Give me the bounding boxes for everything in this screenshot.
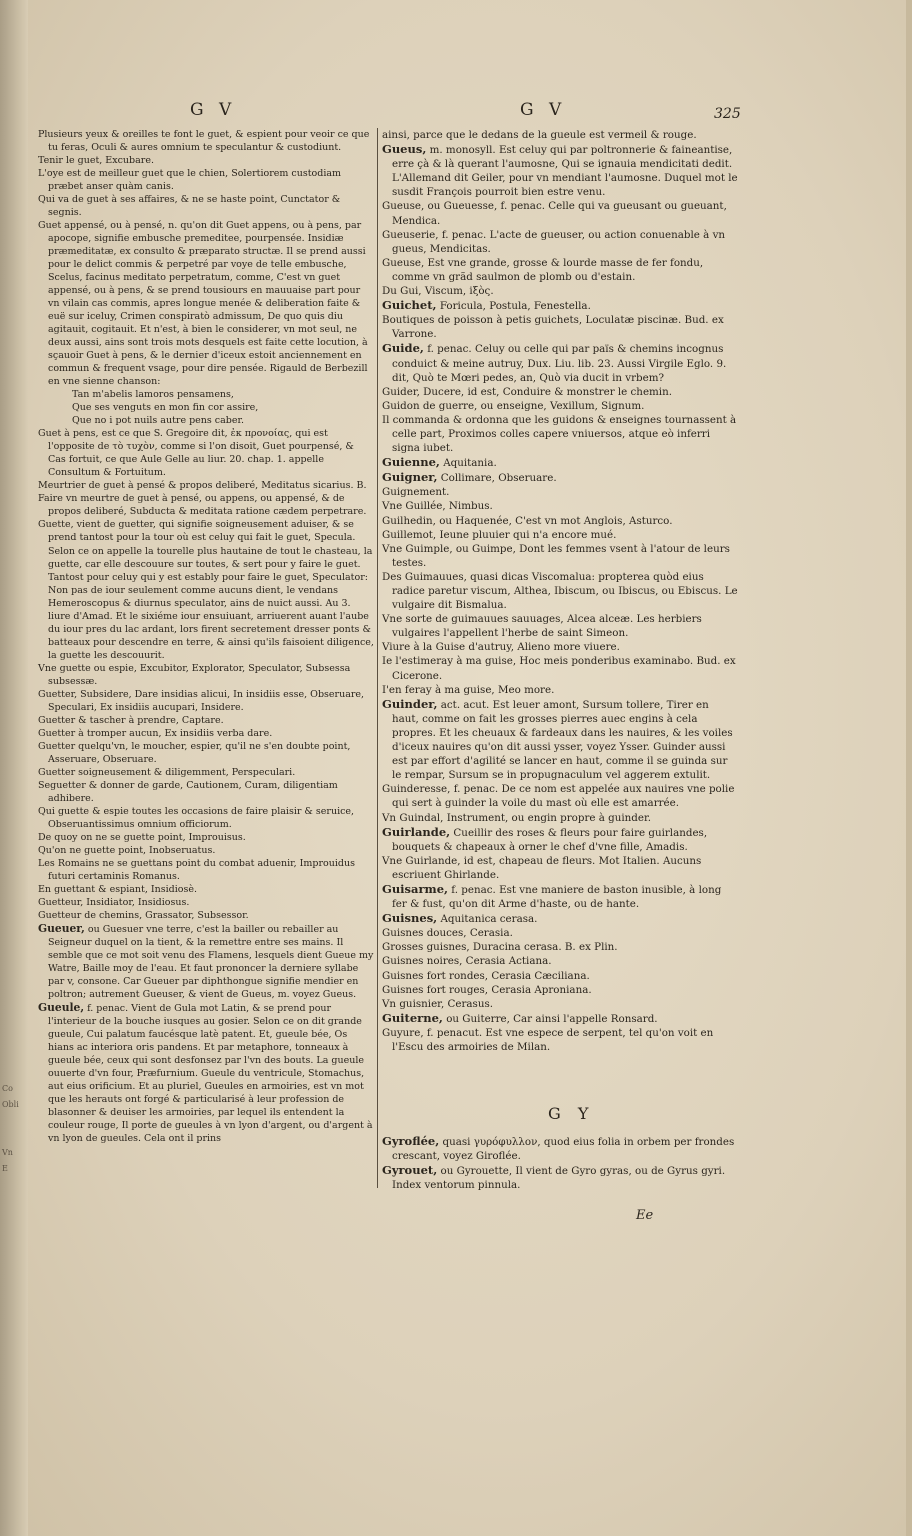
dictionary-entry	[38, 414, 374, 427]
entry-headword: Guisnes,	[382, 911, 438, 926]
entry-text: Guyure, f. penacut. Est vne espece de serpent, tel qu'on voit en l'Escu des armoiries de Milan.	[382, 1026, 714, 1053]
entry-headword: Gueus,	[382, 142, 427, 157]
page-number: 325	[714, 106, 741, 122]
dictionary-entry	[382, 825, 738, 854]
dictionary-entry	[382, 385, 738, 399]
section-entries	[382, 1134, 738, 1192]
entry-text: I'en feray à ma guise, Meo more.	[382, 683, 555, 696]
dictionary-entry	[382, 341, 738, 384]
entry-text: Guetteur de chemins, Grassator, Subsessor.	[38, 909, 249, 921]
dictionary-entry	[382, 854, 738, 882]
dictionary-entry	[38, 766, 374, 779]
entry-text: Vne Guirlande, id est, chapeau de fleurs. Mot Italien. Aucuns escriuent Ghirlande.	[382, 854, 702, 881]
entry-text: Du Gui, Viscum, iξὸς.	[382, 285, 494, 298]
dictionary-entry	[382, 284, 738, 298]
entry-text: Gueuse, ou Gueuesse, f. penac. Celle qui va gueusant ou gueuant, Mendica.	[382, 200, 727, 227]
entry-text: f. penac. Vient de Gula mot Latin, & se prend pour l'interieur de la bouche iusques au gosier. Selon ce on dit grande gueule, Cui palatum faucésque latè patent. Et, gueule bée, Os hians ac interiora oris pandens. Et par metaphore, tonneaux à gueule bée, ceux qui sont desfonsez par l'vn des bouts. La gueule ouuerte d'vn four, Præfurnium. Gueule du ventricule, Stomachus, aut eius orificium. Et au pluriel, Gueules en armoiries, est vn mot que les herauts ont forgé & particularisé à leur profession de blasonner & deuiser les armoiries, par lequel ils entendent la couleur rouge, Il porte de gueules à vn lyon d'argent, ou d'argent à vn lyon de gueules. Cela ont il prins	[48, 1003, 373, 1145]
dictionary-entry	[382, 228, 738, 256]
entry-text: quasi γυρόφυλλον, quod eius folia in orbem per frondes crescant, voyez Giroflée.	[392, 1136, 735, 1163]
entry-headword: Guirlande,	[382, 824, 451, 839]
dictionary-entry	[38, 714, 374, 727]
entry-text: Guisnes douces, Cerasia.	[382, 927, 513, 940]
entry-text: Boutiques de poisson à petis guichets, Loculatæ piscinæ. Bud. ex Varrone.	[382, 314, 724, 341]
entry-text: ou Guesuer vne terre, c'est la bailler ou rebailler au Seigneur duquel on la tient, & la remettre entre ses mains. Il semble que ce mot soit venu des Flamens, lesquels dient Gueue my Watre, Baille moy de l'eau. Et faut prononcer la derniere syllabe par v, consone. Car Gueuer par diphthongue signifie mendier en poltron; autrement Gueuser, & vient de Gueus, m. voyez Gueus.	[48, 923, 374, 1001]
right-running-head: G V	[520, 100, 567, 120]
entry-headword: Guigner,	[382, 470, 438, 485]
entry-text: Vne guette ou espie, Excubitor, Explorator, Speculator, Subsessa subsessæ.	[38, 662, 351, 687]
dictionary-entry	[382, 997, 738, 1011]
dictionary-entry	[38, 831, 374, 844]
entry-text: Vne Guillée, Nimbus.	[382, 500, 493, 513]
entry-text: Il commanda & ordonna que les guidons & enseignes tournassent à celle part, Proximos colles capere vniuersos, atque eò inferri signa iubet.	[382, 413, 737, 455]
binding-gutter	[0, 0, 28, 1536]
entry-text: m. monosyll. Est celuy qui par poltronnerie & faineantise, erre çà & là querant l'aumosne, Qui se ignauia mendicitati dedit. L'Allemand dit Geiler, pour vn mendiant l'aumosne. Duquel mot le susdit François pourroit bien estre venu.	[392, 144, 738, 199]
entry-text: Plusieurs yeux & oreilles te font le guet, & espient pour veoir ce que tu feras, Oculi & aures omnium te speculantur & custodiunt.	[38, 129, 370, 154]
signature-mark: Ee	[636, 1208, 654, 1223]
dictionary-entry	[38, 727, 374, 740]
dictionary-entry	[382, 470, 738, 485]
dictionary-entry	[382, 514, 738, 528]
entry-text: Guetter, Subsidere, Dare insidias alicui, In insidiis esse, Obseruare, Speculari, Ex insidiis aucupari, Insidere.	[38, 688, 365, 713]
entry-text: Guinderesse, f. penac. De ce nom est appelée aux nauires vne polie qui sert à guinder la voile du mast où elle est amarrée.	[382, 783, 735, 810]
entry-text: act. acut. Est leuer amont, Sursum tollere, Tirer en haut, comme on fait les grosses pierres auec engins à cela propres. Et les cheuaux & fardeaux dans les nauires, & les voiles d'iceux nauires qu'on dit aussi ysser, voyez Ysser. Guinder aussi est par effort d'agilité se lancer en haut, comme il se guinda sur le rempar, Sursum se in propugnaculum vel aggerem extulit.	[392, 698, 733, 782]
entry-text: Vn Guindal, Instrument, ou engin propre à guinder.	[382, 811, 652, 824]
dictionary-entry	[38, 779, 374, 805]
dictionary-entry	[38, 154, 374, 167]
entry-text: Tan m'abelis lamoros pensamens,	[72, 389, 234, 401]
dictionary-entry	[38, 883, 374, 896]
entry-text: Viure à la Guise d'autruy, Alieno more viuere.	[382, 641, 620, 654]
dictionary-entry	[382, 313, 738, 341]
entry-text: Guetter & tascher à prendre, Captare.	[38, 714, 224, 726]
entry-headword: Guichet,	[382, 298, 437, 313]
entry-text: Aquitania.	[439, 457, 497, 470]
entry-text: Que ses venguts en mon fin cor assire,	[72, 402, 259, 414]
column-rule	[377, 128, 378, 1188]
dictionary-entry	[382, 811, 738, 825]
entry-text: Guetter soigneusement & diligemment, Perspeculari.	[38, 766, 296, 778]
margin-fragment: Co	[2, 1084, 13, 1093]
dictionary-entry	[38, 844, 374, 857]
entry-text: Que no i pot nuils autre pens caber.	[72, 415, 245, 427]
dictionary-entry	[38, 909, 374, 922]
dictionary-entry	[38, 193, 374, 219]
dictionary-entry	[38, 896, 374, 909]
entry-text: Aquitanica cerasa.	[437, 913, 538, 926]
dictionary-entry	[38, 1001, 374, 1145]
margin-fragment: E	[2, 1164, 8, 1173]
entry-text: Guetter quelqu'vn, le moucher, espier, qu'il ne s'en doubte point, Asseruare, Obseruare.	[38, 740, 351, 765]
entry-headword: Guisarme,	[382, 881, 449, 896]
entry-text: Guilhedin, ou Haquenée, C'est vn mot Anglois, Asturco.	[382, 514, 673, 527]
dictionary-entry	[382, 782, 738, 810]
entry-headword: Gueule,	[38, 1001, 85, 1015]
entry-headword: Guienne,	[382, 455, 440, 470]
dictionary-entry	[382, 455, 738, 470]
left-column	[38, 128, 374, 1145]
entry-text: Guette, vient de guetter, qui signifie soigneusement aduiser, & se prend tantost pour la tour où est celuy qui fait le guet, Specula. Selon ce on appelle la tourelle plus hautaine de tout le chasteau, la guette, car elle descouure sur toutes, & sert pour y faire le guet. Tantost pour celuy qui y est estably pour faire le guet, Speculator: Non pas de iour seulement comme aucuns dient, le vendans Hemeroscopus & diurnus speculator, ains de nuict aussi. Au 3. liure d'Amad. Et le sixiéme iour ensuiuant, arriuerent auant l'aube du iour pres du lac ardant, lors firent secretement dresser ponts & batteaux pour descendre en terre, & ainsi qu'ils faisoient diligence, la guette les descouurit.	[38, 519, 374, 661]
dictionary-entry	[382, 1026, 738, 1054]
dictionary-entry	[382, 1011, 738, 1026]
dictionary-entry	[38, 518, 374, 661]
dictionary-entry	[382, 1163, 738, 1192]
entry-text: Qu'on ne guette point, Inobseruatus.	[38, 844, 216, 856]
entry-text: Vne Guimple, ou Guimpe, Dont les femmes vsent à l'atour de leurs testes.	[382, 542, 730, 569]
dictionary-entry	[382, 911, 738, 926]
entry-text: L'oye est de meilleur guet que le chien, Solertiorem custodiam præbet anser quàm canis.	[38, 168, 342, 193]
dictionary-entry	[382, 882, 738, 911]
entry-headword: Gyrouet,	[382, 1163, 438, 1178]
dictionary-entry	[38, 479, 374, 492]
entry-text: Guetteur, Insidiator, Insidiosus.	[38, 896, 190, 908]
entry-text: Ie l'estimeray à ma guise, Hoc meis ponderibus examinabo. Bud. ex Cicerone.	[382, 655, 736, 682]
entry-headword: Guinder,	[382, 696, 438, 711]
entry-text: ainsi, parce que le dedans de la gueule est vermeil & rouge.	[382, 129, 697, 141]
entry-text: f. penac. Est vne maniere de baston inusible, à long fer & fust, qu'on dit Arme d'haste, ou de hante.	[392, 883, 722, 911]
dictionary-entry	[38, 688, 374, 714]
dictionary-entry	[382, 654, 738, 682]
entry-text: Vne sorte de guimauues sauuages, Alcea alceæ. Les herbiers vulgaires l'appellent l'herbe de saint Simeon.	[382, 613, 702, 640]
entry-text: ou Gyrouette, Il vient de Gyro gyras, ou de Gyrus gyri. Index ventorum pinnula.	[392, 1165, 726, 1192]
dictionary-entry	[382, 542, 738, 570]
entry-text: Guisnes fort rouges, Cerasia Aproniana.	[382, 983, 592, 996]
dictionary-entry	[382, 413, 738, 455]
dictionary-entry	[38, 388, 374, 401]
section-heading: G Y	[548, 1104, 595, 1123]
dictionary-entry	[38, 219, 374, 388]
dictionary-entry	[382, 298, 738, 313]
right-column	[382, 128, 738, 1054]
left-running-head: G V	[190, 100, 237, 120]
entry-headword: Gyroflée,	[382, 1134, 440, 1148]
dictionary-entry	[382, 499, 738, 513]
dictionary-entry	[382, 199, 738, 227]
entry-text: Guignement.	[382, 486, 450, 499]
entry-text: En guettant & espiant, Insidiosè.	[38, 883, 198, 895]
entry-text: Collimare, Obseruare.	[437, 472, 557, 485]
entry-text: ou Guiterre, Car ainsi l'appelle Ronsard.	[442, 1012, 658, 1025]
entry-text: Les Romains ne se guettans point du combat aduenir, Improuidus futuri certaminis Romanus.	[38, 857, 355, 882]
entry-text: De quoy on ne se guette point, Improuisus.	[38, 831, 246, 843]
entry-text: Guillemot, Ieune pluuier qui n'a encore mué.	[382, 528, 617, 541]
dictionary-entry	[382, 1134, 738, 1163]
dictionary-entry	[38, 662, 374, 688]
entry-headword: Guide,	[382, 341, 424, 356]
entry-headword: Gueuer,	[38, 921, 85, 935]
dictionary-entry	[38, 922, 374, 1001]
entry-text: Meurtrier de guet à pensé & propos deliberé, Meditatus sicarius. B.	[38, 480, 367, 492]
entry-text: Faire vn meurtre de guet à pensé, ou appens, ou appensé, & de propos deliberé, Subducta & meditata ratione cædem perpetrare.	[38, 493, 367, 518]
dictionary-entry	[382, 940, 738, 954]
entry-text: Gueuse, Est vne grande, grosse & lourde masse de fer fondu, comme vn grãd saulmon de plomb ou d'estain.	[382, 256, 704, 283]
dictionary-entry	[382, 256, 738, 284]
dictionary-entry	[382, 142, 738, 199]
entry-text: Guisnes fort rondes, Cerasia Cæciliana.	[382, 969, 590, 982]
dictionary-entry	[382, 570, 738, 612]
dictionary-entry	[38, 128, 374, 154]
dictionary-entry	[382, 697, 738, 783]
entry-text: f. penac. Celuy ou celle qui par païs & chemins incognus conduict & meine autruy, Dux. Liu. lib. 23. Aussi Virgile Eglo. 9. dit, Quò te Mœri pedes, an, Quò via ducit in vrbem?	[392, 343, 727, 384]
page-edge	[906, 0, 912, 1536]
dictionary-entry	[382, 983, 738, 997]
dictionary-entry	[382, 128, 738, 142]
entry-text: Gueuserie, f. penac. L'acte de gueuser, ou action conuenable à vn gueus, Mendicitas.	[382, 228, 726, 255]
dictionary-entry	[382, 683, 738, 697]
entry-text: Guider, Ducere, id est, Conduire & monstrer le chemin.	[382, 385, 672, 398]
dictionary-entry	[382, 528, 738, 542]
margin-fragment: Vn	[2, 1148, 13, 1157]
dictionary-entry	[38, 857, 374, 883]
dictionary-entry	[382, 612, 738, 640]
entry-headword: Guiterne,	[382, 1010, 443, 1025]
entry-text: Guet à pens, est ce que S. Gregoire dit, ἐκ προνοίας, qui est l'opposite de τὸ τυχὸν, comme si l'on disoit, Guet pourpensé, & Cas fortuit, ce que Aule Gelle au liur. 20. chap. 1. appelle Consultum & Fortuitum.	[38, 428, 354, 479]
entry-text: Foricula, Postula, Fenestella.	[436, 300, 591, 313]
dictionary-entry	[38, 167, 374, 193]
dictionary-entry	[382, 485, 738, 499]
dictionary-entry	[382, 926, 738, 940]
entry-text: Grosses guisnes, Duracina cerasa. B. ex Plin.	[382, 941, 618, 954]
dictionary-entry	[382, 969, 738, 983]
dictionary-entry	[382, 640, 738, 654]
dictionary-entry	[382, 399, 738, 413]
dictionary-entry	[382, 954, 738, 968]
entry-text: Guet appensé, ou à pensé, n. qu'on dit Guet appens, ou à pens, par apocope, signifie embusche premeditee, pourpensée. Insidiæ præmeditatæ, ex consulto & præparato structæ. Il se prend aussi pour le delict commis & perpetré par voye de telle embusche, Scelus, facinus meditato perpetratum, comme, C'est vn guet appensé, ou à pens, & se prend tousiours en mauuaise part pour vn vilain cas commis, apres longue menée & deliberation faite & euë sur iceluy, Crimen conspiratò admissum, De quo quis diu agitauit, cogitauit. Et n'est, à bien le considerer, vn mot seul, ne deux aussi, ains sont trois mots desquels est faite cette locution, à sçauoir Guet à pens, & le dernier d'iceux estoit anciennement en commun & frequent vsage, pour dire pensée. Rigauld de Berbezill en vne sienne chanson:	[38, 220, 368, 388]
dictionary-entry	[38, 401, 374, 414]
entry-text: Qui guette & espie toutes les occasions de faire plaisir & seruice, Obseruantissimus omnium officiorum.	[38, 805, 355, 830]
entry-text: Qui va de guet à ses affaires, & ne se haste point, Cunctator & segnis.	[38, 194, 341, 219]
dictionary-entry	[38, 740, 374, 766]
entry-text: Cueillir des roses & fleurs pour faire guirlandes, bouquets & chapeaux à orner le chef d'vne fille, Amadis.	[392, 826, 708, 853]
entry-text: Tenir le guet, Excubare.	[38, 155, 154, 167]
entry-text: Vn guisnier, Cerasus.	[382, 997, 494, 1010]
margin-fragment: Obli	[2, 1100, 19, 1109]
entry-text: Des Guimauues, quasi dicas Viscomalua: propterea quòd eius radice paretur viscum, Althea, Ibiscum, ou Ibiscus, ou Ebiscus. Le vulgaire dit Bismalua.	[382, 570, 738, 612]
dictionary-entry	[38, 427, 374, 479]
dictionary-entry	[38, 492, 374, 518]
entry-text: Seguetter & donner de garde, Cautionem, Curam, diligentiam adhibere.	[38, 779, 338, 804]
entry-text: Guetter à tromper aucun, Ex insidiis verba dare.	[38, 727, 273, 739]
dictionary-entry	[38, 805, 374, 831]
entry-text: Guisnes noires, Cerasia Actiana.	[382, 955, 552, 968]
entry-text: Guidon de guerre, ou enseigne, Vexillum, Signum.	[382, 399, 645, 412]
